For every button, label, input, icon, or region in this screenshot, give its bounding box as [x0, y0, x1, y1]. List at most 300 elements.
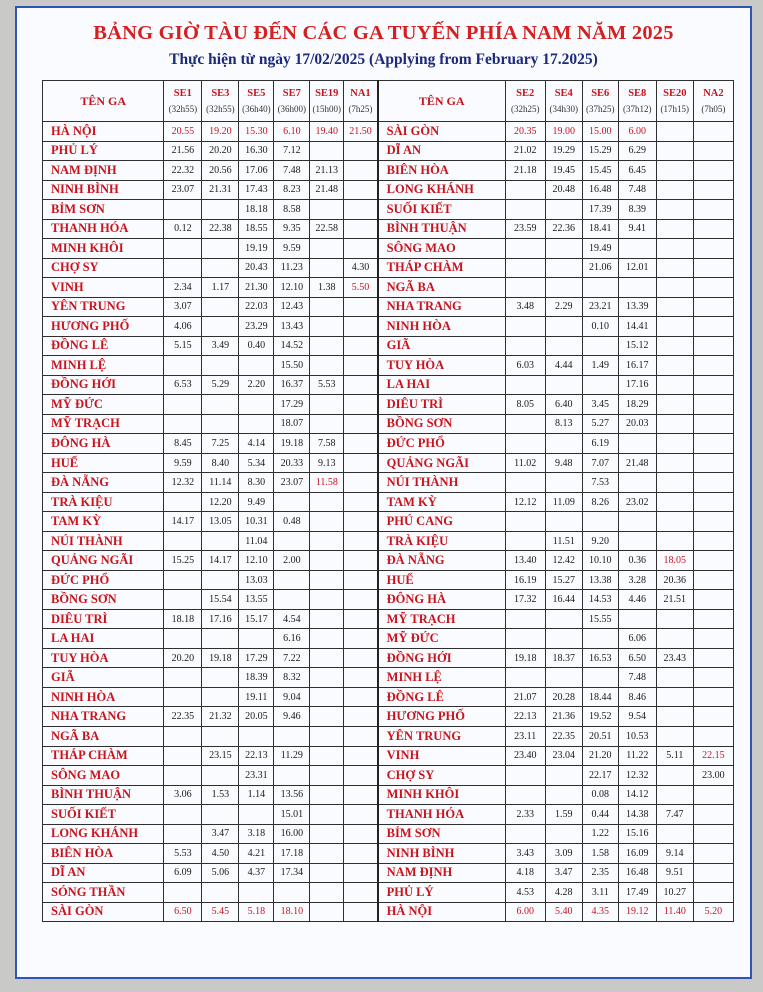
- left-time-cell: [164, 766, 202, 786]
- right-time-cell: [505, 824, 545, 844]
- right-time-cell: 3.28: [618, 570, 656, 590]
- right-time-cell: 14.41: [618, 317, 656, 337]
- left-time-cell: 7.58: [310, 434, 344, 454]
- left-time-cell: [274, 726, 310, 746]
- right-time-cell: [656, 336, 693, 356]
- train-number: SE4: [554, 88, 573, 99]
- left-station-name: SÓNG THẦN: [43, 883, 164, 903]
- left-time-cell: 20.05: [239, 707, 274, 727]
- left-time-cell: [310, 668, 344, 688]
- table-row: [43, 219, 734, 239]
- table-row: [43, 609, 734, 629]
- right-station-name: MINH KHÔI: [378, 785, 506, 805]
- left-time-cell: [202, 883, 239, 903]
- right-time-cell: 12.32: [618, 766, 656, 786]
- right-time-cell: [545, 375, 582, 395]
- right-time-cell: 9.20: [582, 531, 618, 551]
- right-time-cell: 23.04: [545, 746, 582, 766]
- left-time-cell: [344, 180, 378, 200]
- left-time-cell: [310, 356, 344, 376]
- left-time-cell: [344, 200, 378, 220]
- left-time-cell: 22.38: [202, 219, 239, 239]
- right-time-cell: 23.21: [582, 297, 618, 317]
- right-time-cell: [582, 278, 618, 298]
- left-time-cell: [310, 512, 344, 532]
- left-station-name: NHA TRANG: [43, 707, 164, 727]
- left-time-cell: [202, 239, 239, 259]
- right-time-cell: 3.09: [545, 844, 582, 864]
- left-station-name: LONG KHÁNH: [43, 824, 164, 844]
- left-train-header: [164, 81, 202, 122]
- train-number: NA2: [703, 88, 724, 99]
- right-station-name: DĨ AN: [378, 141, 506, 161]
- left-time-cell: [310, 258, 344, 278]
- right-time-cell: 7.53: [582, 473, 618, 493]
- left-time-cell: [344, 668, 378, 688]
- right-time-cell: 6.29: [618, 141, 656, 161]
- right-time-cell: 4.46: [618, 590, 656, 610]
- left-time-cell: [310, 629, 344, 649]
- table-row: [43, 336, 734, 356]
- right-time-cell: 7.07: [582, 453, 618, 473]
- left-time-cell: [344, 824, 378, 844]
- left-time-cell: [344, 239, 378, 259]
- left-station-name: TUY HÒA: [43, 648, 164, 668]
- left-time-cell: [164, 395, 202, 415]
- left-time-cell: [344, 161, 378, 181]
- right-time-cell: [545, 512, 582, 532]
- right-time-cell: 18.41: [582, 219, 618, 239]
- right-time-cell: 13.39: [618, 297, 656, 317]
- left-time-cell: 4.21: [239, 844, 274, 864]
- left-time-cell: 2.20: [239, 375, 274, 395]
- right-time-cell: 10.10: [582, 551, 618, 571]
- left-station-name: VINH: [43, 278, 164, 298]
- right-time-cell: [505, 278, 545, 298]
- right-time-cell: 9.14: [656, 844, 693, 864]
- right-time-cell: [656, 629, 693, 649]
- train-number: SE5: [247, 88, 266, 99]
- right-time-cell: [545, 434, 582, 454]
- right-time-cell: [693, 609, 733, 629]
- left-time-cell: 20.20: [202, 141, 239, 161]
- right-time-cell: [656, 726, 693, 746]
- left-time-cell: 23.07: [274, 473, 310, 493]
- right-time-cell: 23.43: [656, 648, 693, 668]
- left-time-cell: [164, 414, 202, 434]
- right-time-cell: [618, 434, 656, 454]
- right-time-cell: 2.33: [505, 805, 545, 825]
- right-time-cell: [693, 844, 733, 864]
- right-time-cell: 18.37: [545, 648, 582, 668]
- timetable-title: BẢNG GIỜ TÀU ĐẾN CÁC GA TUYẾN PHÍA NAM NĂM 2025: [93, 22, 674, 44]
- right-station-name: THANH HÓA: [378, 805, 506, 825]
- left-time-cell: 21.30: [239, 278, 274, 298]
- train-number: SE1: [173, 88, 192, 99]
- left-train-header: [344, 81, 378, 122]
- table-row: [43, 258, 734, 278]
- left-time-cell: [164, 239, 202, 259]
- left-station-name: YÊN TRUNG: [43, 297, 164, 317]
- left-time-cell: [239, 395, 274, 415]
- left-time-cell: 7.25: [202, 434, 239, 454]
- right-time-cell: [545, 336, 582, 356]
- left-time-cell: [310, 141, 344, 161]
- left-time-cell: [310, 687, 344, 707]
- right-station-name: BIÊN HÒA: [378, 161, 506, 181]
- right-station-name: VINH: [378, 746, 506, 766]
- left-time-cell: [274, 531, 310, 551]
- table-row: [43, 512, 734, 532]
- left-time-cell: [344, 434, 378, 454]
- left-time-cell: [344, 844, 378, 864]
- left-time-cell: [239, 414, 274, 434]
- right-time-cell: 19.52: [582, 707, 618, 727]
- right-time-cell: [656, 434, 693, 454]
- left-time-cell: [239, 805, 274, 825]
- right-station-name: YÊN TRUNG: [378, 726, 506, 746]
- table-row: [43, 239, 734, 259]
- left-station-name: ĐÀ NẴNG: [43, 473, 164, 493]
- right-time-cell: [693, 648, 733, 668]
- right-time-cell: [656, 609, 693, 629]
- right-time-cell: 5.40: [545, 902, 582, 922]
- right-time-cell: 16.48: [618, 863, 656, 883]
- left-station-header: TÊN GA: [43, 81, 164, 122]
- left-time-cell: [344, 551, 378, 571]
- left-time-cell: [310, 863, 344, 883]
- right-time-cell: 4.35: [582, 902, 618, 922]
- left-time-cell: [202, 395, 239, 415]
- right-time-cell: [582, 375, 618, 395]
- left-time-cell: [164, 629, 202, 649]
- right-time-cell: 3.47: [545, 863, 582, 883]
- left-time-cell: 6.10: [274, 122, 310, 142]
- right-time-cell: [505, 531, 545, 551]
- table-row: [43, 122, 734, 142]
- left-station-name: HƯƠNG PHỐ: [43, 317, 164, 337]
- left-station-name: NINH HÒA: [43, 687, 164, 707]
- right-time-cell: [693, 785, 733, 805]
- right-time-cell: [693, 180, 733, 200]
- left-time-cell: 15.54: [202, 590, 239, 610]
- table-row: [43, 726, 734, 746]
- left-time-cell: [310, 648, 344, 668]
- train-duration: (36h40): [242, 104, 271, 114]
- left-time-cell: [310, 805, 344, 825]
- right-time-cell: 6.03: [505, 356, 545, 376]
- left-time-cell: 22.03: [239, 297, 274, 317]
- left-time-cell: [344, 336, 378, 356]
- left-time-cell: 15.17: [239, 609, 274, 629]
- table-row: [43, 395, 734, 415]
- right-time-cell: 4.53: [505, 883, 545, 903]
- right-time-cell: [656, 395, 693, 415]
- right-station-name: HUẾ: [378, 570, 506, 590]
- right-time-cell: [618, 609, 656, 629]
- right-time-cell: [505, 414, 545, 434]
- right-time-cell: [618, 512, 656, 532]
- right-time-cell: [693, 414, 733, 434]
- left-time-cell: 1.17: [202, 278, 239, 298]
- left-time-cell: 4.54: [274, 609, 310, 629]
- right-time-cell: [693, 278, 733, 298]
- right-time-cell: 13.40: [505, 551, 545, 571]
- right-time-cell: 4.28: [545, 883, 582, 903]
- right-time-cell: [693, 434, 733, 454]
- left-time-cell: [344, 219, 378, 239]
- left-time-cell: 12.43: [274, 297, 310, 317]
- right-time-cell: 17.16: [618, 375, 656, 395]
- right-time-cell: [505, 258, 545, 278]
- right-time-cell: [656, 161, 693, 181]
- left-time-cell: 0.40: [239, 336, 274, 356]
- left-time-cell: 21.48: [310, 180, 344, 200]
- table-row: [43, 161, 734, 181]
- left-time-cell: [164, 746, 202, 766]
- train-duration: (7h25): [348, 104, 373, 114]
- right-time-cell: [545, 278, 582, 298]
- table-row: [43, 453, 734, 473]
- left-train-header: [239, 81, 274, 122]
- left-time-cell: 17.06: [239, 161, 274, 181]
- left-time-cell: 21.56: [164, 141, 202, 161]
- left-time-cell: 18.39: [239, 668, 274, 688]
- right-time-cell: 19.18: [505, 648, 545, 668]
- left-station-name: SÀI GÒN: [43, 902, 164, 922]
- table-row: [43, 492, 734, 512]
- left-station-name: ĐỒNG LÊ: [43, 336, 164, 356]
- right-time-cell: [693, 297, 733, 317]
- right-station-name: SÔNG MAO: [378, 239, 506, 259]
- left-time-cell: [164, 570, 202, 590]
- right-time-cell: 20.36: [656, 570, 693, 590]
- right-time-cell: 7.47: [656, 805, 693, 825]
- right-time-cell: 15.55: [582, 609, 618, 629]
- left-time-cell: 20.55: [164, 122, 202, 142]
- train-duration: (7h05): [701, 104, 726, 114]
- right-time-cell: [505, 180, 545, 200]
- right-time-cell: 22.36: [545, 219, 582, 239]
- right-time-cell: 0.44: [582, 805, 618, 825]
- left-station-name: MINH KHÔI: [43, 239, 164, 259]
- right-time-cell: [618, 239, 656, 259]
- left-time-cell: 23.31: [239, 766, 274, 786]
- left-station-name: THANH HÓA: [43, 219, 164, 239]
- right-station-header: TÊN GA: [378, 81, 506, 122]
- table-row: [43, 687, 734, 707]
- left-time-cell: 17.29: [274, 395, 310, 415]
- right-time-cell: [693, 453, 733, 473]
- right-time-cell: 16.48: [582, 180, 618, 200]
- right-time-cell: 9.48: [545, 453, 582, 473]
- left-time-cell: 22.58: [310, 219, 344, 239]
- left-time-cell: 5.29: [202, 375, 239, 395]
- left-time-cell: 3.18: [239, 824, 274, 844]
- right-station-name: MINH LỆ: [378, 668, 506, 688]
- right-station-name: ĐÀ NẴNG: [378, 551, 506, 571]
- left-time-cell: 9.59: [274, 239, 310, 259]
- left-station-name: DĨ AN: [43, 863, 164, 883]
- right-station-name: ĐỨC PHỔ: [378, 434, 506, 454]
- left-time-cell: 22.32: [164, 161, 202, 181]
- left-station-name: MINH LỆ: [43, 356, 164, 376]
- left-time-cell: [310, 570, 344, 590]
- left-time-cell: 7.48: [274, 161, 310, 181]
- right-station-name: MỸ ĐỨC: [378, 629, 506, 649]
- left-station-name: NAM ĐỊNH: [43, 161, 164, 181]
- left-time-cell: 9.13: [310, 453, 344, 473]
- right-time-cell: 23.59: [505, 219, 545, 239]
- right-time-cell: [656, 668, 693, 688]
- right-time-cell: [693, 707, 733, 727]
- right-station-name: NINH HÒA: [378, 317, 506, 337]
- right-time-cell: 22.35: [545, 726, 582, 746]
- left-time-cell: [239, 629, 274, 649]
- left-time-cell: [344, 375, 378, 395]
- right-time-cell: 17.32: [505, 590, 545, 610]
- right-time-cell: [505, 512, 545, 532]
- right-time-cell: 20.28: [545, 687, 582, 707]
- right-time-cell: [656, 766, 693, 786]
- train-duration: (34h30): [549, 104, 578, 114]
- left-time-cell: [310, 317, 344, 337]
- right-station-name: ĐỒNG LÊ: [378, 687, 506, 707]
- left-time-cell: 8.58: [274, 200, 310, 220]
- right-station-name: THÁP CHÀM: [378, 258, 506, 278]
- right-time-cell: [693, 590, 733, 610]
- right-time-cell: 15.00: [582, 122, 618, 142]
- right-time-cell: [656, 122, 693, 142]
- left-time-cell: [164, 200, 202, 220]
- left-time-cell: 5.50: [344, 278, 378, 298]
- left-time-cell: 20.56: [202, 161, 239, 181]
- left-time-cell: 5.06: [202, 863, 239, 883]
- left-time-cell: 0.12: [164, 219, 202, 239]
- table-row: [43, 707, 734, 727]
- table-row: [43, 434, 734, 454]
- left-time-cell: [202, 668, 239, 688]
- train-duration: (37h25): [586, 104, 615, 114]
- left-time-cell: 19.19: [239, 239, 274, 259]
- train-number: SE7: [282, 88, 301, 99]
- right-time-cell: [505, 785, 545, 805]
- left-station-name: BIÊN HÒA: [43, 844, 164, 864]
- left-time-cell: 23.07: [164, 180, 202, 200]
- right-time-cell: 3.11: [582, 883, 618, 903]
- right-station-name: GIÃ: [378, 336, 506, 356]
- right-time-cell: [693, 805, 733, 825]
- right-time-cell: [693, 122, 733, 142]
- table-row: [43, 180, 734, 200]
- left-time-cell: [274, 570, 310, 590]
- left-time-cell: 13.05: [202, 512, 239, 532]
- right-time-cell: [505, 200, 545, 220]
- right-time-cell: [545, 824, 582, 844]
- left-time-cell: [344, 512, 378, 532]
- left-time-cell: [310, 883, 344, 903]
- right-time-cell: [656, 278, 693, 298]
- left-station-name: HUẾ: [43, 453, 164, 473]
- left-time-cell: [344, 766, 378, 786]
- train-duration: (17h15): [660, 104, 690, 114]
- right-time-cell: [656, 512, 693, 532]
- right-time-cell: [656, 375, 693, 395]
- left-time-cell: [202, 629, 239, 649]
- right-time-cell: [545, 785, 582, 805]
- left-time-cell: 6.16: [274, 629, 310, 649]
- table-row: [43, 863, 734, 883]
- left-station-name: NINH BÌNH: [43, 180, 164, 200]
- left-time-cell: [344, 726, 378, 746]
- right-time-cell: 20.48: [545, 180, 582, 200]
- left-time-cell: 11.04: [239, 531, 274, 551]
- left-time-cell: 3.06: [164, 785, 202, 805]
- table-row: [43, 414, 734, 434]
- right-time-cell: [656, 707, 693, 727]
- left-time-cell: 5.53: [164, 844, 202, 864]
- right-time-cell: [545, 668, 582, 688]
- left-time-cell: 18.55: [239, 219, 274, 239]
- right-time-cell: 3.43: [505, 844, 545, 864]
- train-duration: (32h25): [510, 104, 540, 114]
- left-time-cell: [344, 317, 378, 337]
- right-time-cell: 8.05: [505, 395, 545, 415]
- right-time-cell: [693, 863, 733, 883]
- right-time-cell: 18.44: [582, 687, 618, 707]
- right-time-cell: 14.12: [618, 785, 656, 805]
- right-time-cell: [545, 629, 582, 649]
- left-time-cell: 9.35: [274, 219, 310, 239]
- right-time-cell: [582, 336, 618, 356]
- right-time-cell: [618, 278, 656, 298]
- left-time-cell: [344, 863, 378, 883]
- left-time-cell: [164, 883, 202, 903]
- right-time-cell: [693, 629, 733, 649]
- right-time-cell: 23.00: [693, 766, 733, 786]
- left-time-cell: 8.23: [274, 180, 310, 200]
- right-station-name: NAM ĐỊNH: [378, 863, 506, 883]
- left-time-cell: [344, 590, 378, 610]
- left-time-cell: 6.09: [164, 863, 202, 883]
- right-time-cell: 22.13: [505, 707, 545, 727]
- left-station-name: BÌNH THUẬN: [43, 785, 164, 805]
- right-time-cell: [693, 551, 733, 571]
- train-duration: (15h00): [312, 104, 342, 114]
- left-time-cell: 6.50: [164, 902, 202, 922]
- left-time-cell: [344, 746, 378, 766]
- right-time-cell: 23.40: [505, 746, 545, 766]
- right-time-cell: 21.48: [618, 453, 656, 473]
- left-time-cell: [344, 395, 378, 415]
- right-time-cell: 11.22: [618, 746, 656, 766]
- right-time-cell: [693, 687, 733, 707]
- left-time-cell: [344, 805, 378, 825]
- left-station-name: HÀ NỘI: [43, 122, 164, 142]
- right-time-cell: 4.44: [545, 356, 582, 376]
- left-time-cell: [274, 883, 310, 903]
- right-time-cell: 9.41: [618, 219, 656, 239]
- right-time-cell: [693, 258, 733, 278]
- left-time-cell: [344, 707, 378, 727]
- right-time-cell: 5.20: [693, 902, 733, 922]
- left-time-cell: [274, 492, 310, 512]
- left-station-name: ĐỒNG HỚI: [43, 375, 164, 395]
- right-time-cell: [693, 824, 733, 844]
- table-row: [43, 551, 734, 571]
- right-time-cell: [693, 141, 733, 161]
- left-time-cell: 15.50: [274, 356, 310, 376]
